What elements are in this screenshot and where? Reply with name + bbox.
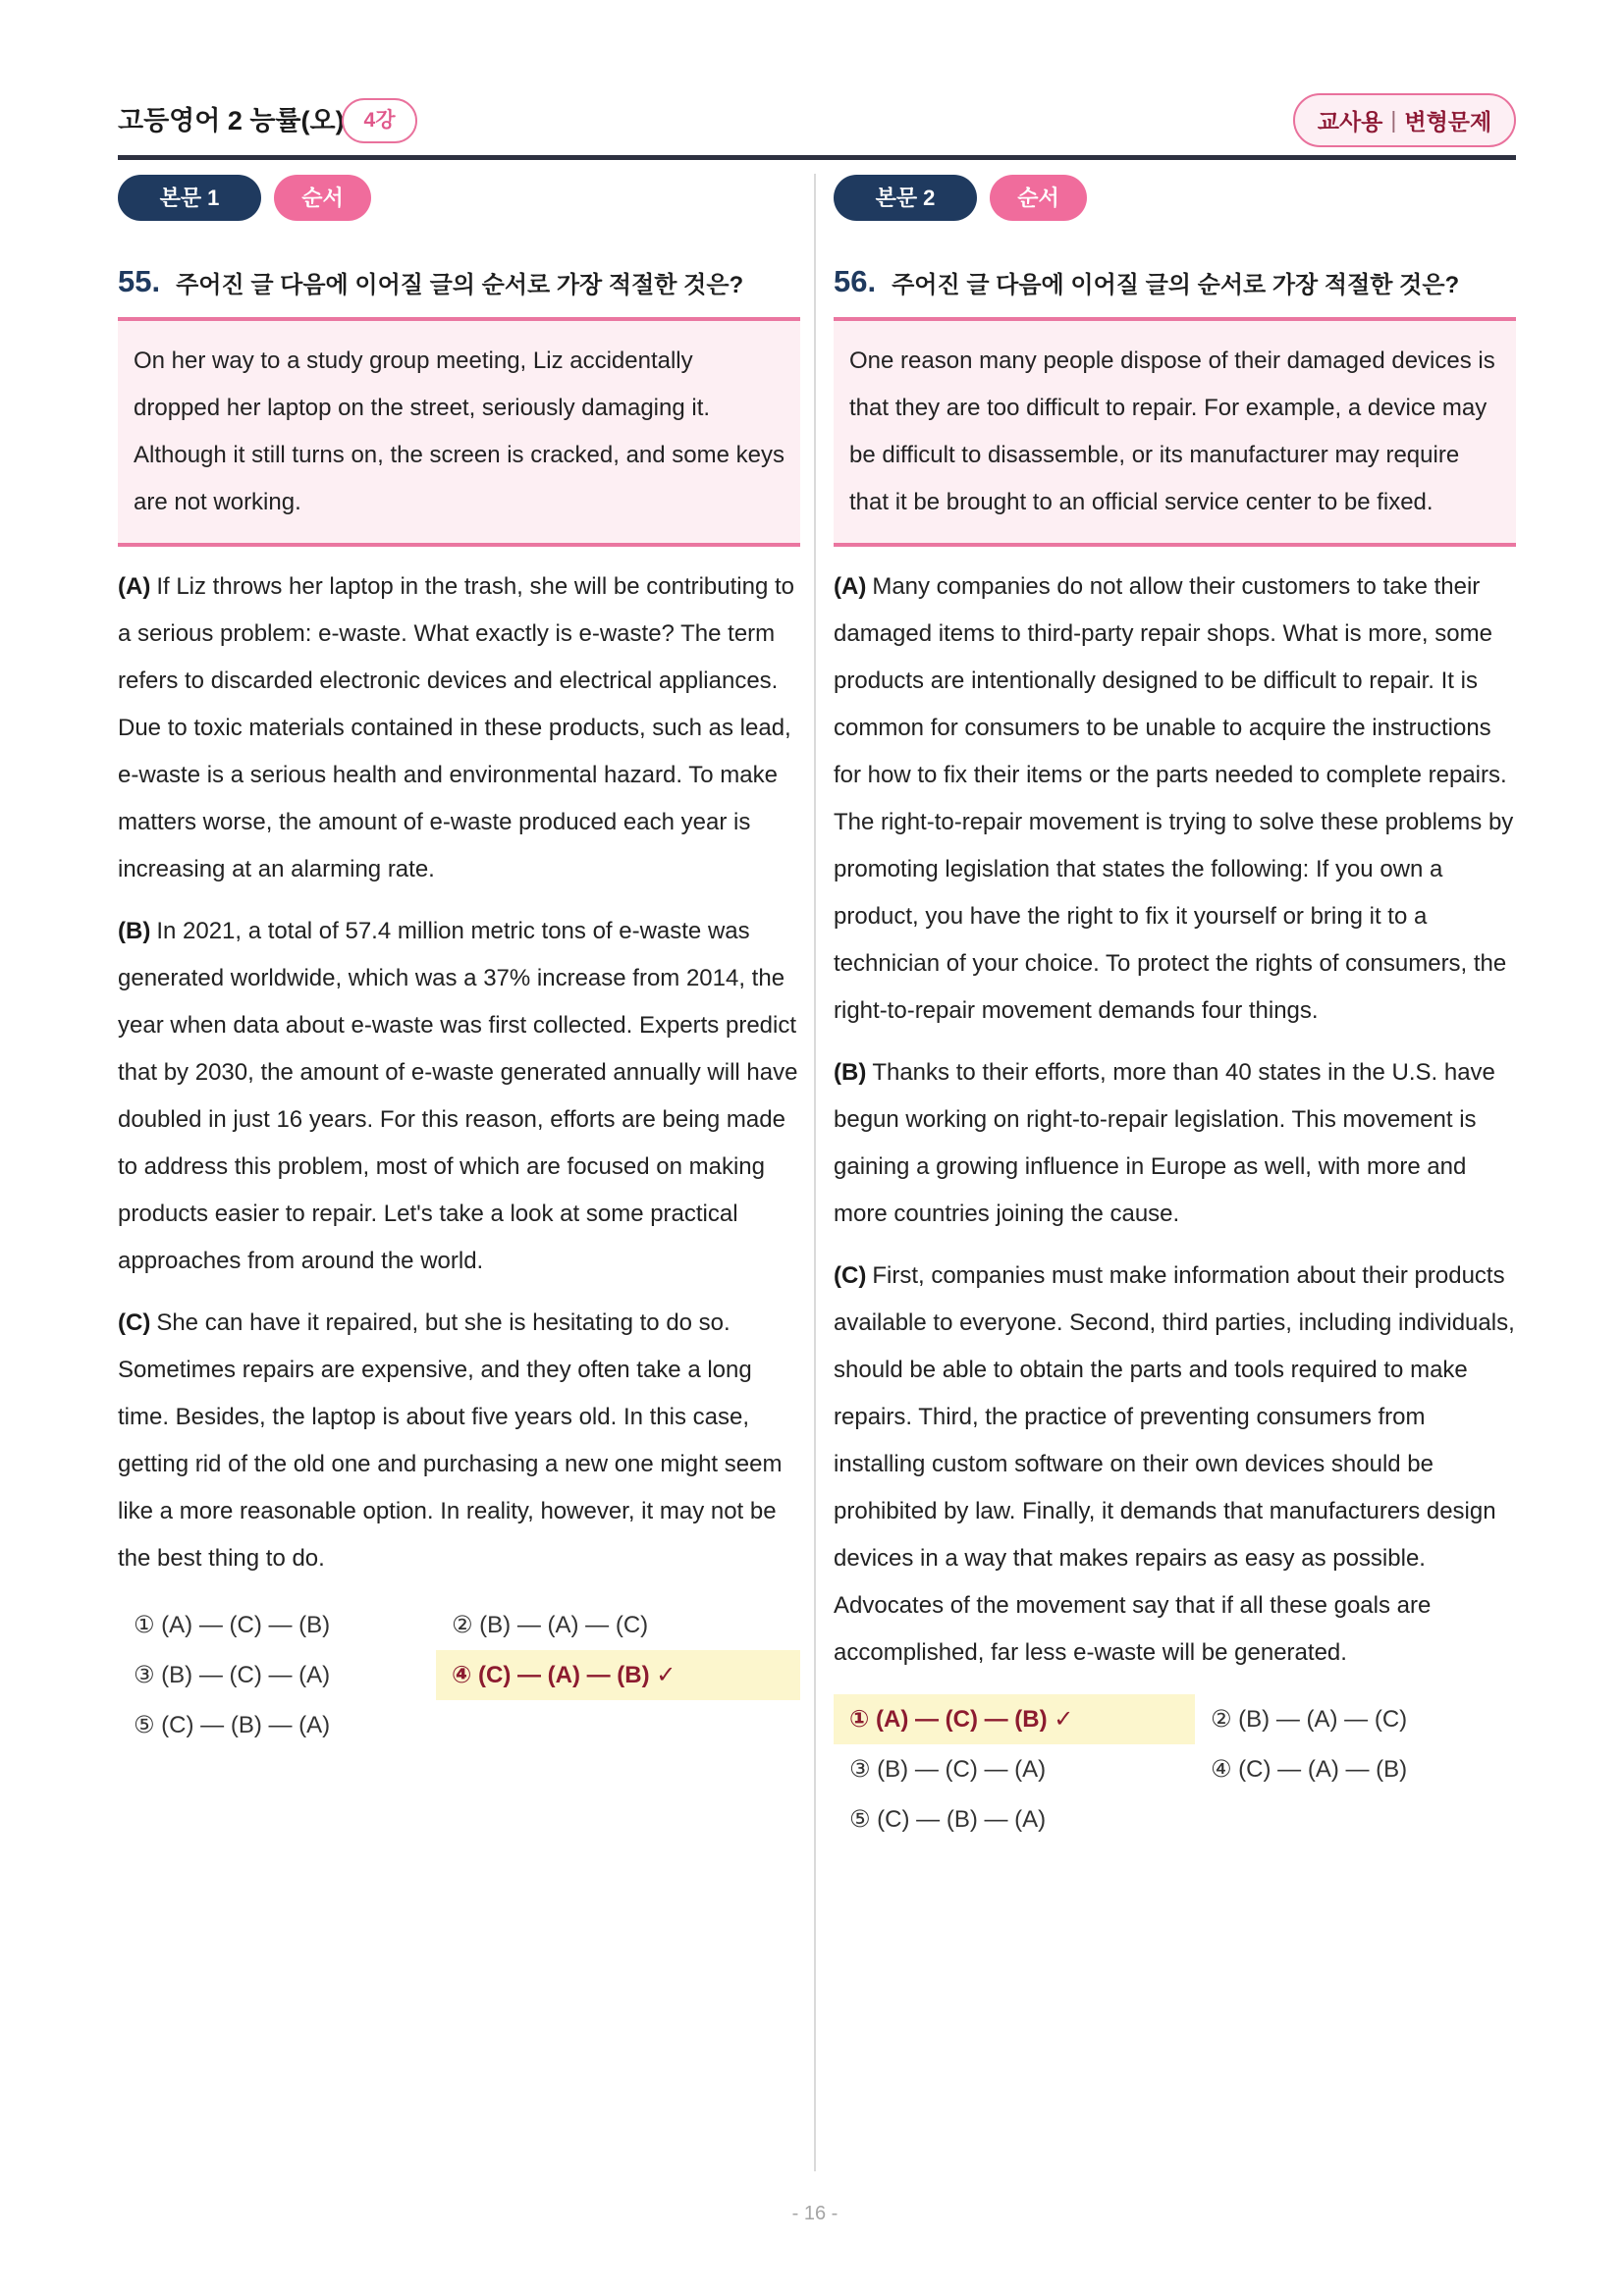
paragraph-label: (B) <box>118 918 151 944</box>
paragraph-label: (A) <box>834 573 867 600</box>
choice-4: ④ (C) — (A) — (B) <box>1211 1756 1408 1783</box>
question-title <box>118 260 800 303</box>
given-passage: One reason many people dispose of their damaged devices is that they are too difficult to repair. For example, a device may be difficult to disassemble, or its manufacturer may require that it be brought to an official service center to be fixed. <box>834 317 1516 547</box>
answer-choices <box>118 1600 800 1750</box>
paragraph-label: (C) <box>834 1262 867 1289</box>
choice-1: ① (A) — (C) — (B) <box>134 1612 331 1638</box>
tag-row <box>118 175 800 221</box>
paragraph-label: (A) <box>118 573 151 600</box>
paragraph-c <box>118 1300 800 1582</box>
choice-2: ② (B) — (A) — (C) <box>452 1612 649 1638</box>
question-column-56 <box>834 175 1516 1844</box>
paragraph-text: In 2021, a total of 57.4 million metric tons of e-waste was generated worldwide, which was a 37% increase from 2014, the year when data about e-waste was first collected. Experts predict that by 2030, the amount of e-waste generated annually will have doubled in just 16 years. For this reason, efforts are being made to address this problem, most of which are focused on making products easier to repair. Let's take a look at some practical approaches from around the world. <box>118 918 798 1274</box>
question-prompt: 주어진 글 다음에 이어질 글의 순서로 가장 적절한 것은? <box>892 271 1460 298</box>
type-label: 변형문제 <box>1404 109 1492 134</box>
paragraph-text: First, companies must make information about their products available to everyone. Second, third parties, including individuals, should be able to obtain the parts and tools required to make repairs. Third, the practice of preventing consumers from installing custom software on their own devices should be prohibited by law. Finally, it demands that manufacturers design devices in a way that makes repairs as easy as possible. Advocates of the movement say that if all these goals are accomplished, far less e-waste will be generated. <box>834 1262 1515 1666</box>
choice-1-correct-answer: ① (A) — (C) — (B) ✓ <box>834 1694 1195 1744</box>
paragraph-b <box>118 908 800 1285</box>
text-tag: 본문 1 <box>118 175 261 221</box>
paragraph-b <box>834 1049 1516 1238</box>
role-label: 교사용 <box>1317 109 1383 134</box>
paragraph-text: Thanks to their efforts, more than 40 states in the U.S. have begun working on right-to-repair legislation. This movement is gaining a growing influence in Europe as well, with more and more countries joining the cause. <box>834 1059 1495 1227</box>
column-divider <box>814 174 816 2171</box>
paragraph-a <box>118 563 800 893</box>
choice-2: ② (B) — (A) — (C) <box>1211 1706 1408 1733</box>
choice-3: ③ (B) — (C) — (A) <box>849 1756 1047 1783</box>
header-rule <box>118 155 1516 160</box>
choice-4-correct-answer: ④ (C) — (A) — (B) ✓ <box>436 1650 800 1700</box>
choice-3: ③ (B) — (C) — (A) <box>134 1662 331 1688</box>
question-title <box>834 260 1516 303</box>
paragraph-label: (C) <box>118 1309 151 1336</box>
answer-choices <box>834 1694 1516 1844</box>
tag-row <box>834 175 1516 221</box>
question-number: 55. <box>118 264 161 298</box>
paragraph-text: Many companies do not allow their customers to take their damaged items to third-party repair shops. What is more, some products are intentionally designed to be difficult to repair. It is common for consumers to be unable to acquire the instructions for how to fix their items or the parts needed to complete repairs. The right-to-repair movement is trying to solve these problems by promoting legislation that states the following: If you own a product, you have the right to fix it yourself or bring it to a technician of your choice. To protect the rights of consumers, the right-to-repair movement demands four things. <box>834 573 1514 1024</box>
badge-separator: | <box>1390 107 1397 133</box>
book-title: 고등영어 2 능률(오) <box>118 106 345 135</box>
given-passage: On her way to a study group meeting, Liz accidentally dropped her laptop on the street, seriously damaging it. Although it still turns on, the screen is cracked, and some keys are not working. <box>118 317 800 547</box>
paragraph-label: (B) <box>834 1059 867 1086</box>
edition-badge <box>1293 93 1516 147</box>
text-tag: 본문 2 <box>834 175 977 221</box>
lesson-badge: 4강 <box>342 98 417 143</box>
paragraph-text: If Liz throws her laptop in the trash, she will be contributing to a serious problem: e-waste. What exactly is e-waste? The term refers to discarded electronic devices and electrical appliances. Due to toxic materials contained in these products, such as lead, e-waste is a serious health and environmental hazard. To make matters worse, the amount of e-waste produced each year is increasing at an alarming rate. <box>118 573 795 882</box>
type-tag: 순서 <box>274 175 371 221</box>
question-prompt: 주어진 글 다음에 이어질 글의 순서로 가장 적절한 것은? <box>176 271 744 298</box>
choice-5: ⑤ (C) — (B) — (A) <box>849 1806 1047 1833</box>
question-column-55 <box>118 175 800 1750</box>
paragraph-c <box>834 1253 1516 1677</box>
page-number: - 16 - <box>791 2203 839 2224</box>
type-tag: 순서 <box>990 175 1087 221</box>
choice-5: ⑤ (C) — (B) — (A) <box>134 1712 331 1738</box>
question-number: 56. <box>834 264 877 298</box>
paragraph-text: She can have it repaired, but she is hesitating to do so. Sometimes repairs are expensive, and they often take a long time. Besides, the laptop is about five years old. In this case, getting rid of the old one and purchasing a new one might seem like a more reasonable option. In reality, however, it may not be the best thing to do. <box>118 1309 783 1572</box>
paragraph-a <box>834 563 1516 1035</box>
